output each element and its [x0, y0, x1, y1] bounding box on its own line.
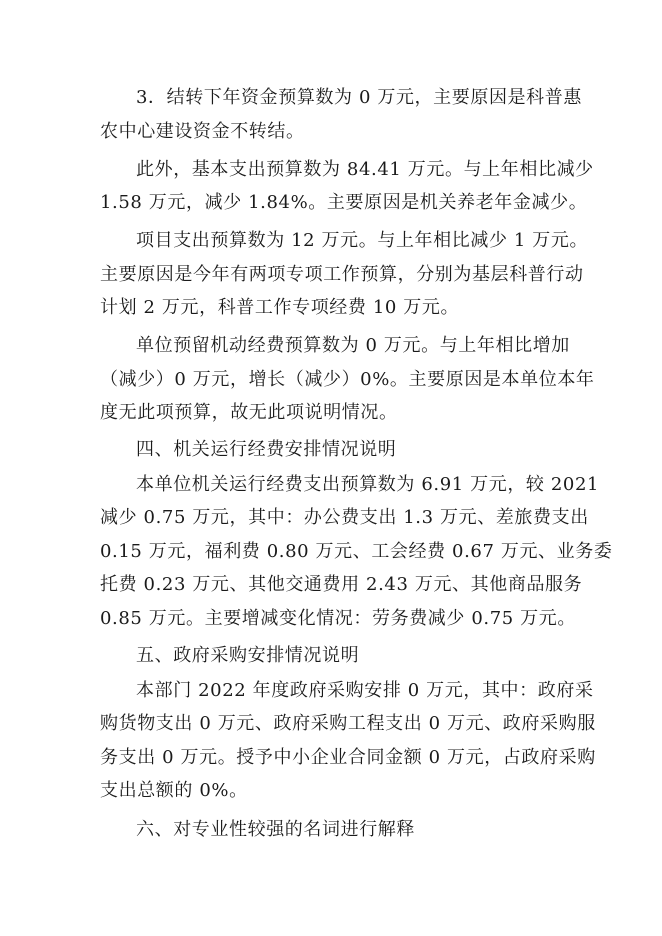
- paragraph-line: 此外，基本支出预算数为 84.41 万元。与上年相比减少: [136, 159, 594, 180]
- paragraph-line: 支出总额的 0%。: [100, 780, 248, 801]
- paragraph-line: 减少 0.75 万元，其中：办公费支出 1.3 万元、差旅费支出: [100, 507, 589, 528]
- section-heading-6: 六、对专业性较强的名词进行解释: [136, 819, 415, 840]
- paragraph-line: 0.85 万元。主要增减变化情况：劳务费减少 0.75 万元。: [100, 608, 576, 629]
- paragraph-line: 3．结转下年资金预算数为 0 万元，主要原因是科普惠: [136, 87, 582, 108]
- paragraph-line: 购货物支出 0 万元、政府采购工程支出 0 万元、政府采购服: [100, 713, 596, 734]
- paragraph-line: 度无此项预算，故无此项说明情况。: [100, 402, 398, 423]
- paragraph-line: 项目支出预算数为 12 万元。与上年相比减少 1 万元。: [136, 230, 589, 251]
- paragraph-line: 0.15 万元，福利费 0.80 万元、工会经费 0.67 万元、业务委: [100, 541, 613, 562]
- paragraph-line: 务支出 0 万元。授予中小企业合同金额 0 万元，占政府采购: [100, 747, 596, 768]
- paragraph-line: 1.58 万元，减少 1.84%。主要原因是机关养老年金减少。: [100, 192, 588, 213]
- paragraph-line: 托费 0.23 万元、其他交通费用 2.43 万元、其他商品服务: [100, 574, 583, 595]
- paragraph-line: 单位预留机动经费预算数为 0 万元。与上年相比增加: [136, 335, 570, 356]
- paragraph-line: 主要原因是今年有两项专项工作预算，分别为基层科普行动: [100, 264, 584, 285]
- paragraph-line: 本单位机关运行经费支出预算数为 6.91 万元，较 2021: [136, 474, 600, 495]
- paragraph-line: 农中心建设资金不转结。: [100, 121, 305, 142]
- paragraph-line: 本部门 2022 年度政府采购安排 0 万元，其中：政府采: [136, 680, 594, 701]
- paragraph-line: 计划 2 万元，科普工作专项经费 10 万元。: [100, 297, 460, 318]
- paragraph-line: （减少）0 万元，增长（减少）0%。主要原因是本单位本年: [100, 369, 595, 390]
- section-heading-5: 五、政府采购安排情况说明: [136, 645, 360, 666]
- section-heading-4: 四、机关运行经费安排情况说明: [136, 439, 397, 460]
